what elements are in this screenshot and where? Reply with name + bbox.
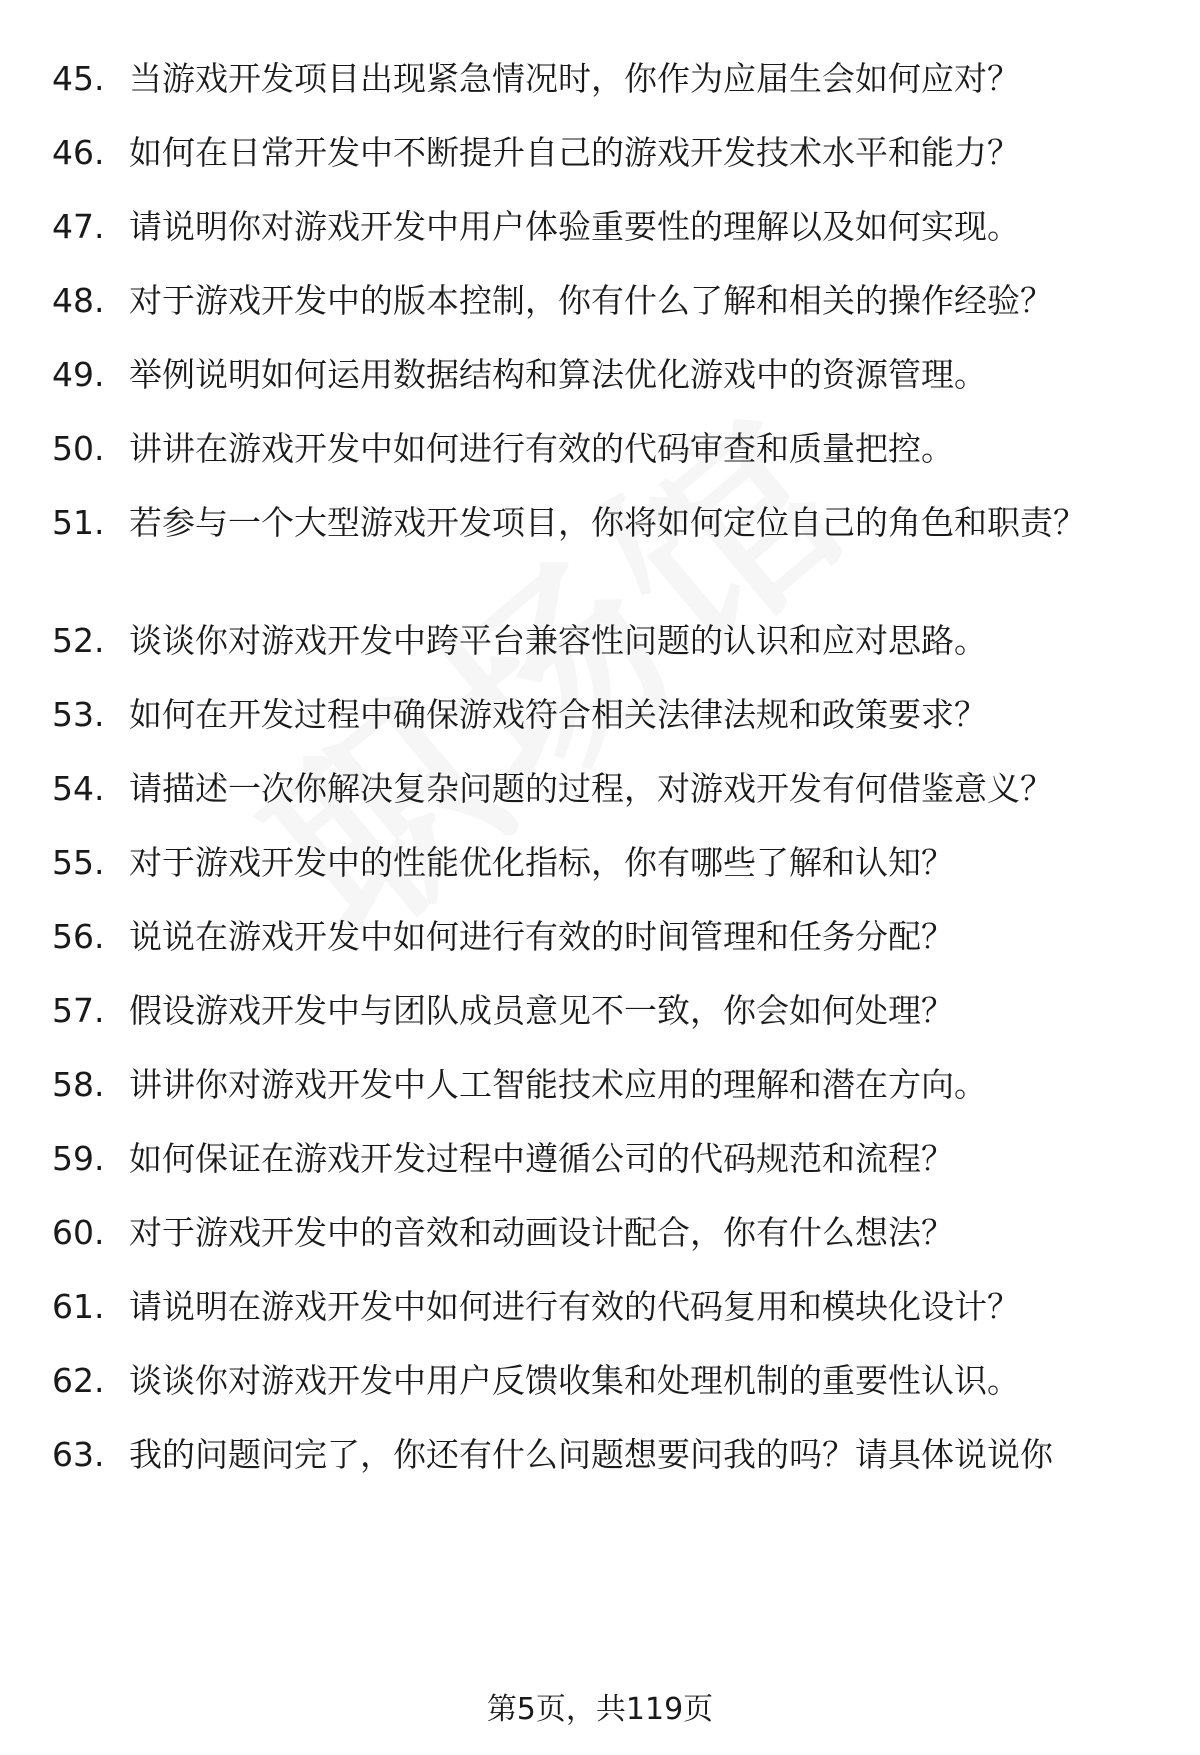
question-number: 50. [52, 429, 105, 468]
list-item [52, 616, 1152, 666]
question-text: 假设游戏开发中与团队成员意见不一致，你会如何处理？ [129, 991, 954, 1030]
question-number: 58. [52, 1065, 105, 1104]
question-text: 举例说明如何运用数据结构和算法优化游戏中的资源管理。 [129, 355, 987, 394]
list-item [52, 350, 1152, 400]
question-number: 54. [52, 769, 105, 808]
question-text: 讲讲在游戏开发中如何进行有效的代码审查和质量把控。 [129, 429, 954, 468]
list-item [52, 202, 1152, 252]
question-number: 53. [52, 695, 105, 734]
list-item [52, 1430, 1152, 1480]
page-number: 第5页，共119页 [486, 1692, 714, 1727]
list-item [52, 1208, 1152, 1258]
question-text: 谈谈你对游戏开发中跨平台兼容性问题的认识和应对思路。 [129, 621, 987, 660]
list-item [52, 764, 1152, 814]
question-number: 62. [52, 1361, 105, 1400]
question-text: 请说明你对游戏开发中用户体验重要性的理解以及如何实现。 [129, 207, 1020, 246]
question-text: 如何保证在游戏开发过程中遵循公司的代码规范和流程？ [129, 1139, 954, 1178]
question-text: 对于游戏开发中的性能优化指标，你有哪些了解和认知？ [129, 843, 954, 882]
question-number: 46. [52, 133, 105, 172]
list-item [52, 986, 1152, 1036]
question-number: 51. [52, 503, 105, 542]
list-item [52, 276, 1152, 326]
list-item [52, 1356, 1152, 1406]
question-number: 49. [52, 355, 105, 394]
question-text: 我的问题问完了，你还有什么问题想要问我的吗？请具体说说你 [129, 1435, 1053, 1474]
list-item [52, 1060, 1152, 1110]
question-number: 56. [52, 917, 105, 956]
question-text: 对于游戏开发中的版本控制，你有什么了解和相关的操作经验？ [129, 281, 1053, 320]
question-number: 61. [52, 1287, 105, 1326]
question-text: 对于游戏开发中的音效和动画设计配合，你有什么想法？ [129, 1213, 954, 1252]
list-item [52, 838, 1152, 888]
list-item [52, 690, 1152, 740]
question-number: 47. [52, 207, 105, 246]
question-text: 如何在日常开发中不断提升自己的游戏开发技术水平和能力？ [129, 133, 1020, 172]
question-number: 48. [52, 281, 105, 320]
question-number: 59. [52, 1139, 105, 1178]
list-item [52, 54, 1152, 104]
list-item [52, 1134, 1152, 1184]
question-text: 如何在开发过程中确保游戏符合相关法律法规和政策要求？ [129, 695, 987, 734]
list-item [52, 1282, 1152, 1332]
list-item [52, 128, 1152, 178]
list-item [52, 498, 1152, 548]
question-number: 55. [52, 843, 105, 882]
question-text: 谈谈你对游戏开发中用户反馈收集和处理机制的重要性认识。 [129, 1361, 1020, 1400]
question-text: 当游戏开发项目出现紧急情况时，你作为应届生会如何应对？ [129, 59, 1020, 98]
list-item [52, 912, 1152, 962]
list-item [52, 424, 1152, 474]
question-text: 说说在游戏开发中如何进行有效的时间管理和任务分配？ [129, 917, 954, 956]
question-number: 60. [52, 1213, 105, 1252]
question-text: 请描述一次你解决复杂问题的过程，对游戏开发有何借鉴意义？ [129, 769, 1053, 808]
question-number: 52. [52, 621, 105, 660]
question-text: 请说明在游戏开发中如何进行有效的代码复用和模块化设计？ [129, 1287, 1020, 1326]
question-text: 讲讲你对游戏开发中人工智能技术应用的理解和潜在方向。 [129, 1065, 987, 1104]
question-number: 57. [52, 991, 105, 1030]
question-number: 45. [52, 59, 105, 98]
question-number: 63. [52, 1435, 105, 1474]
question-text: 若参与一个大型游戏开发项目，你将如何定位自己的角色和职责？ [129, 503, 1086, 542]
